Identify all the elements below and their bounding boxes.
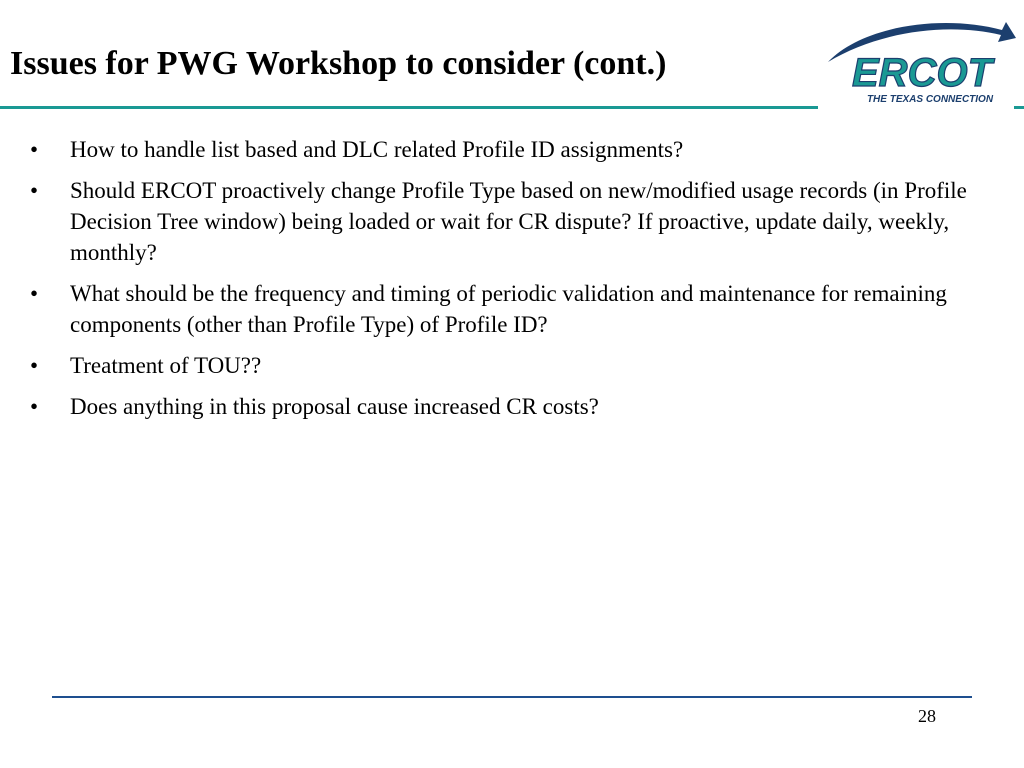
bullet-marker: •: [30, 394, 39, 419]
bullet-text: Should ERCOT proactively change Profile Type based on new/modified usage records (in Profile Decision Tree window) being loaded or wait for CR dispute? If proactive, update daily, weekly, monthly?: [70, 178, 967, 265]
bullet-item: [30, 391, 1010, 422]
logo-wordmark: ERCOT: [852, 51, 992, 95]
ercot-logo: [822, 16, 1018, 108]
bullet-text: What should be the frequency and timing of periodic validation and maintenance for remaining components (other than Profile Type) of Profile ID?: [70, 281, 947, 337]
bullet-item: [30, 278, 1010, 340]
bullet-marker: •: [30, 178, 39, 203]
slide-title: Issues for PWG Workshop to consider (cont.): [10, 45, 667, 82]
bullet-item: [30, 175, 1010, 268]
title-divider: [0, 106, 1024, 110]
bullet-text: How to handle list based and DLC related Profile ID assignments?: [70, 137, 684, 162]
bullet-item: [30, 134, 1010, 165]
bullet-text: Treatment of TOU??: [70, 353, 262, 378]
logo-tagline: THE TEXAS CONNECTION: [866, 94, 994, 105]
bullet-text: Does anything in this proposal cause increased CR costs?: [70, 394, 599, 419]
footer-divider: [52, 696, 972, 698]
bullet-item: [30, 350, 1010, 381]
bullet-marker: •: [30, 137, 39, 162]
bullet-marker: •: [30, 281, 39, 306]
bullet-marker: •: [30, 353, 39, 378]
ercot-swoosh-icon: [822, 16, 1018, 108]
page-number: 28: [918, 706, 936, 726]
bullet-list: [30, 134, 1010, 432]
